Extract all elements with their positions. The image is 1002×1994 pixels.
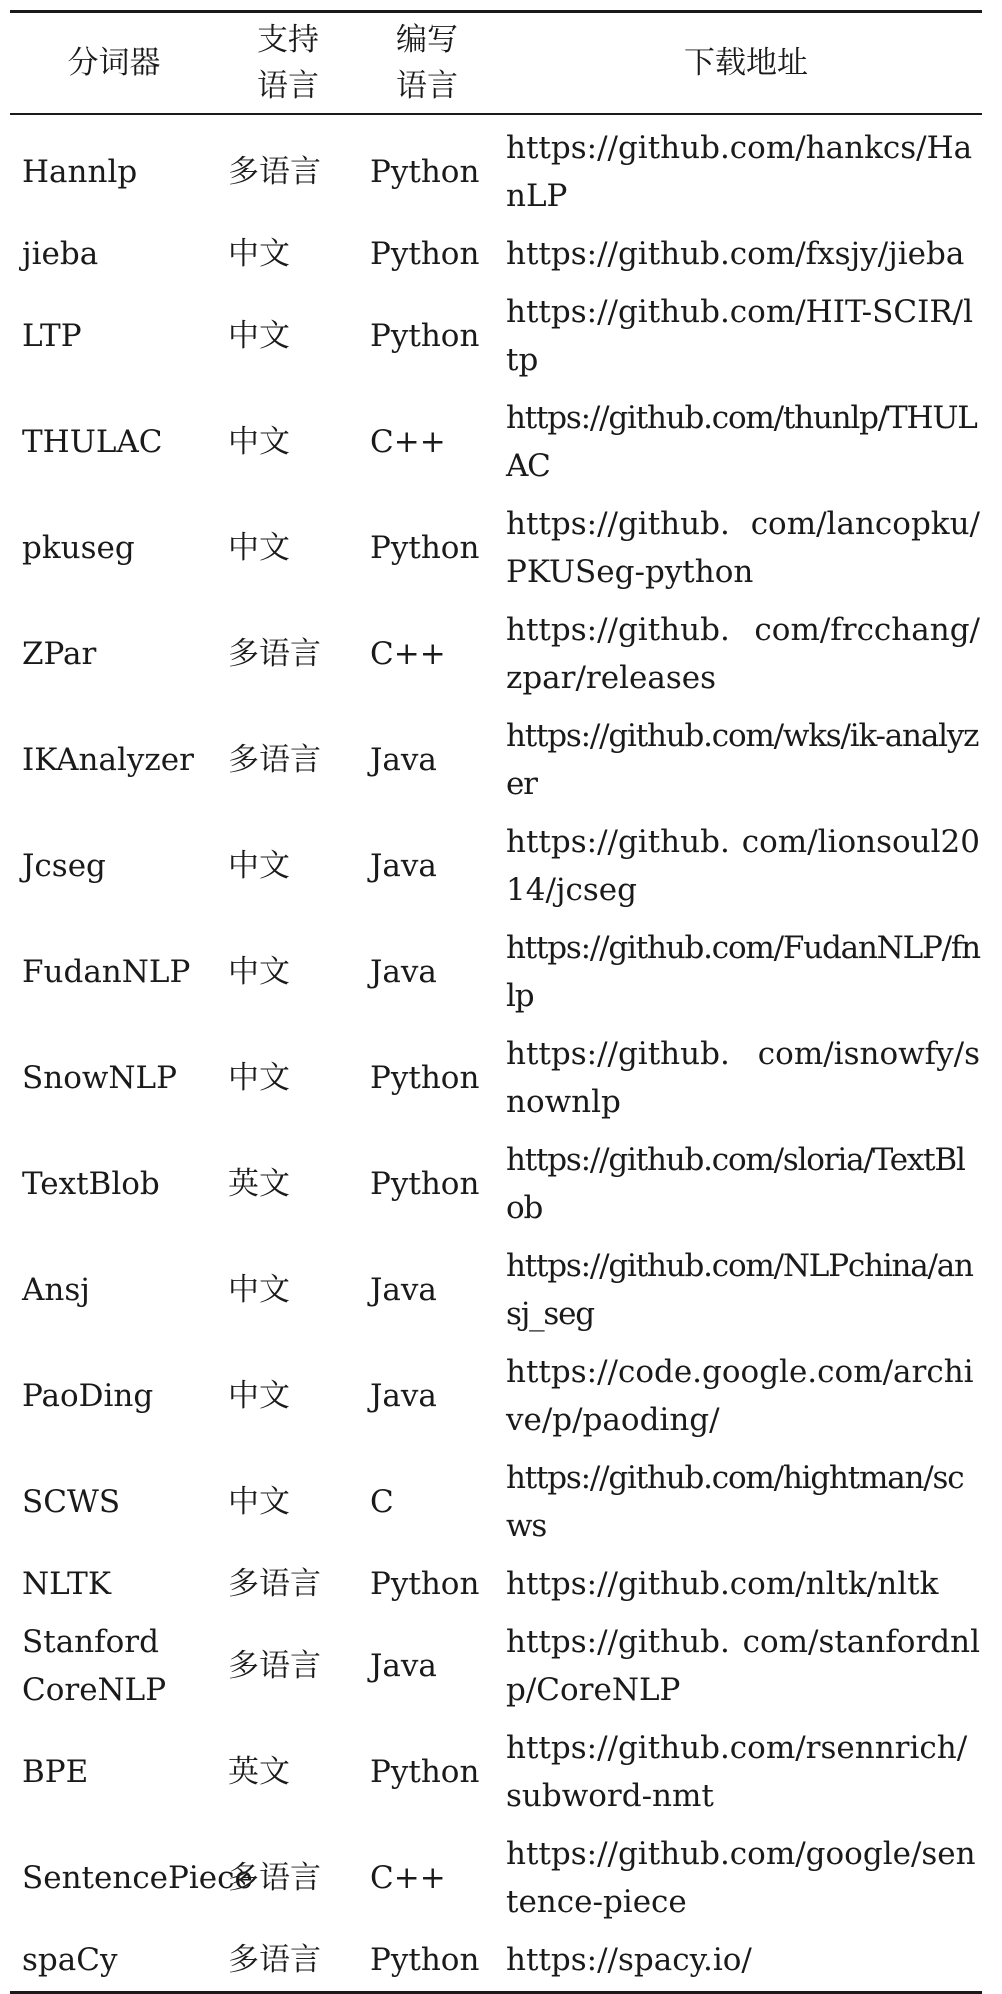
header-written-language-line2: 语言 <box>396 68 458 104</box>
download-url: https://github.com/HIT-SCIR/ltp <box>506 294 974 378</box>
supported-language: 多语言 <box>228 1942 321 1978</box>
written-language: Python <box>370 1566 480 1602</box>
supported-language: 多语言 <box>228 154 321 190</box>
segmenter-comparison-table <box>10 13 982 113</box>
download-url: https://code.google.com/archive/p/paoding/ <box>506 1354 974 1438</box>
download-url: https://github.com/rsennrich/subword-nmt <box>506 1730 968 1814</box>
supported-language: 中文 <box>228 530 290 566</box>
written-language: Python <box>370 530 480 566</box>
download-url: https://github. com/stanfordnlp/CoreNLP <box>506 1624 980 1708</box>
table-row <box>10 1825 982 1931</box>
segmenter-name: jieba <box>22 236 99 272</box>
download-url: https://github.com/hightman/scws <box>506 1460 964 1544</box>
segmenter-name: FudanNLP <box>22 954 191 990</box>
header-supported-language-line2: 语言 <box>257 68 319 104</box>
written-language: Java <box>370 954 437 990</box>
download-url: https://github. com/lancopku/PKUSeg-python <box>506 506 980 590</box>
segmenter-name: TextBlob <box>22 1166 160 1202</box>
table-row <box>10 225 982 283</box>
supported-language: 多语言 <box>228 1648 321 1684</box>
segmenter-name: SnowNLP <box>22 1060 177 1096</box>
supported-language: 中文 <box>228 318 290 354</box>
supported-language: 中文 <box>228 424 290 460</box>
header-written-language-line1: 编写 <box>396 22 458 58</box>
table-row <box>10 1555 982 1613</box>
table-row <box>10 1449 982 1555</box>
supported-language: 中文 <box>228 1272 290 1308</box>
header-segmenter: 分词器 <box>67 45 161 81</box>
table-row <box>10 1343 982 1449</box>
written-language: C++ <box>370 1860 446 1896</box>
table-row <box>10 1025 982 1131</box>
download-url: https://github.com/NLPchina/ansj_seg <box>506 1248 973 1332</box>
supported-language: 多语言 <box>228 1860 321 1896</box>
table-row <box>10 1131 982 1237</box>
segmenter-name: LTP <box>22 318 82 354</box>
segmenter-name: THULAC <box>22 424 163 460</box>
written-language: Java <box>370 1272 437 1308</box>
table-row <box>10 1719 982 1825</box>
download-url: https://github. com/isnowfy/snownlp <box>506 1036 980 1120</box>
written-language: Python <box>370 154 480 190</box>
supported-language: 多语言 <box>228 1566 321 1602</box>
written-language: Java <box>370 848 437 884</box>
header-row <box>10 13 982 113</box>
written-language: Python <box>370 1166 480 1202</box>
table-row <box>10 495 982 601</box>
segmenter-table <box>10 10 982 1994</box>
segmenter-name: Stanford CoreNLP <box>22 1624 167 1708</box>
segmenter-name: PaoDing <box>22 1378 154 1414</box>
header-supported-language <box>218 13 358 113</box>
download-url: https://github.com/nltk/nltk <box>506 1566 939 1602</box>
segmenter-name: pkuseg <box>22 530 135 566</box>
written-language: Python <box>370 1754 480 1790</box>
supported-language: 英文 <box>228 1754 290 1790</box>
download-url: https://github.com/thunlp/THULAC <box>506 400 977 484</box>
header-supported-language-line1: 支持 <box>257 22 319 58</box>
written-language: Python <box>370 1060 480 1096</box>
table-row <box>10 283 982 389</box>
written-language: Java <box>370 742 437 778</box>
table-row <box>10 1931 982 1991</box>
segmenter-name: NLTK <box>22 1566 112 1602</box>
written-language: C <box>370 1484 394 1520</box>
table-row <box>10 813 982 919</box>
table-row <box>10 601 982 707</box>
segmenter-table-body <box>10 115 982 1991</box>
written-language: Python <box>370 236 480 272</box>
download-url: https://github.com/google/sentence-piece <box>506 1836 976 1920</box>
header-download-url: 下载地址 <box>684 45 808 81</box>
download-url: https://spacy.io/ <box>506 1942 752 1978</box>
supported-language: 多语言 <box>228 742 321 778</box>
table-row <box>10 919 982 1025</box>
header-written-language <box>358 13 496 113</box>
segmenter-name: SCWS <box>22 1484 121 1520</box>
supported-language: 中文 <box>228 848 290 884</box>
supported-language: 中文 <box>228 954 290 990</box>
table-row <box>10 115 982 225</box>
written-language: C++ <box>370 424 446 460</box>
segmenter-name: BPE <box>22 1754 89 1790</box>
download-url: https://github.com/hankcs/HanLP <box>506 130 973 214</box>
table-row <box>10 1237 982 1343</box>
download-url: https://github.com/fxsjy/jieba <box>506 236 965 272</box>
segmenter-name: spaCy <box>22 1942 118 1978</box>
supported-language: 多语言 <box>228 636 321 672</box>
supported-language: 中文 <box>228 1060 290 1096</box>
download-url: https://github.com/wks/ik-analyzer <box>506 718 979 802</box>
written-language: Python <box>370 318 480 354</box>
written-language: Python <box>370 1942 480 1978</box>
segmenter-name: SentencePiece <box>22 1860 253 1896</box>
supported-language: 中文 <box>228 236 290 272</box>
download-url: https://github.com/FudanNLP/fnlp <box>506 930 980 1014</box>
written-language: Java <box>370 1378 437 1414</box>
download-url: https://github. com/lionsoul2014/jcseg <box>506 824 980 908</box>
segmenter-name: ZPar <box>22 636 97 672</box>
download-url: https://github.com/sloria/TextBlob <box>506 1142 965 1226</box>
written-language: Java <box>370 1648 437 1684</box>
supported-language: 英文 <box>228 1166 290 1202</box>
segmenter-name: Ansj <box>22 1272 90 1308</box>
segmenter-name: Jcseg <box>22 848 106 884</box>
segmenter-name: Hannlp <box>22 154 138 190</box>
table-row <box>10 707 982 813</box>
supported-language: 中文 <box>228 1378 290 1414</box>
table-row <box>10 389 982 495</box>
segmenter-name: IKAnalyzer <box>22 742 194 778</box>
supported-language: 中文 <box>228 1484 290 1520</box>
download-url: https://github. com/frcchang/zpar/releases <box>506 612 980 696</box>
written-language: C++ <box>370 636 446 672</box>
table-row <box>10 1613 982 1719</box>
